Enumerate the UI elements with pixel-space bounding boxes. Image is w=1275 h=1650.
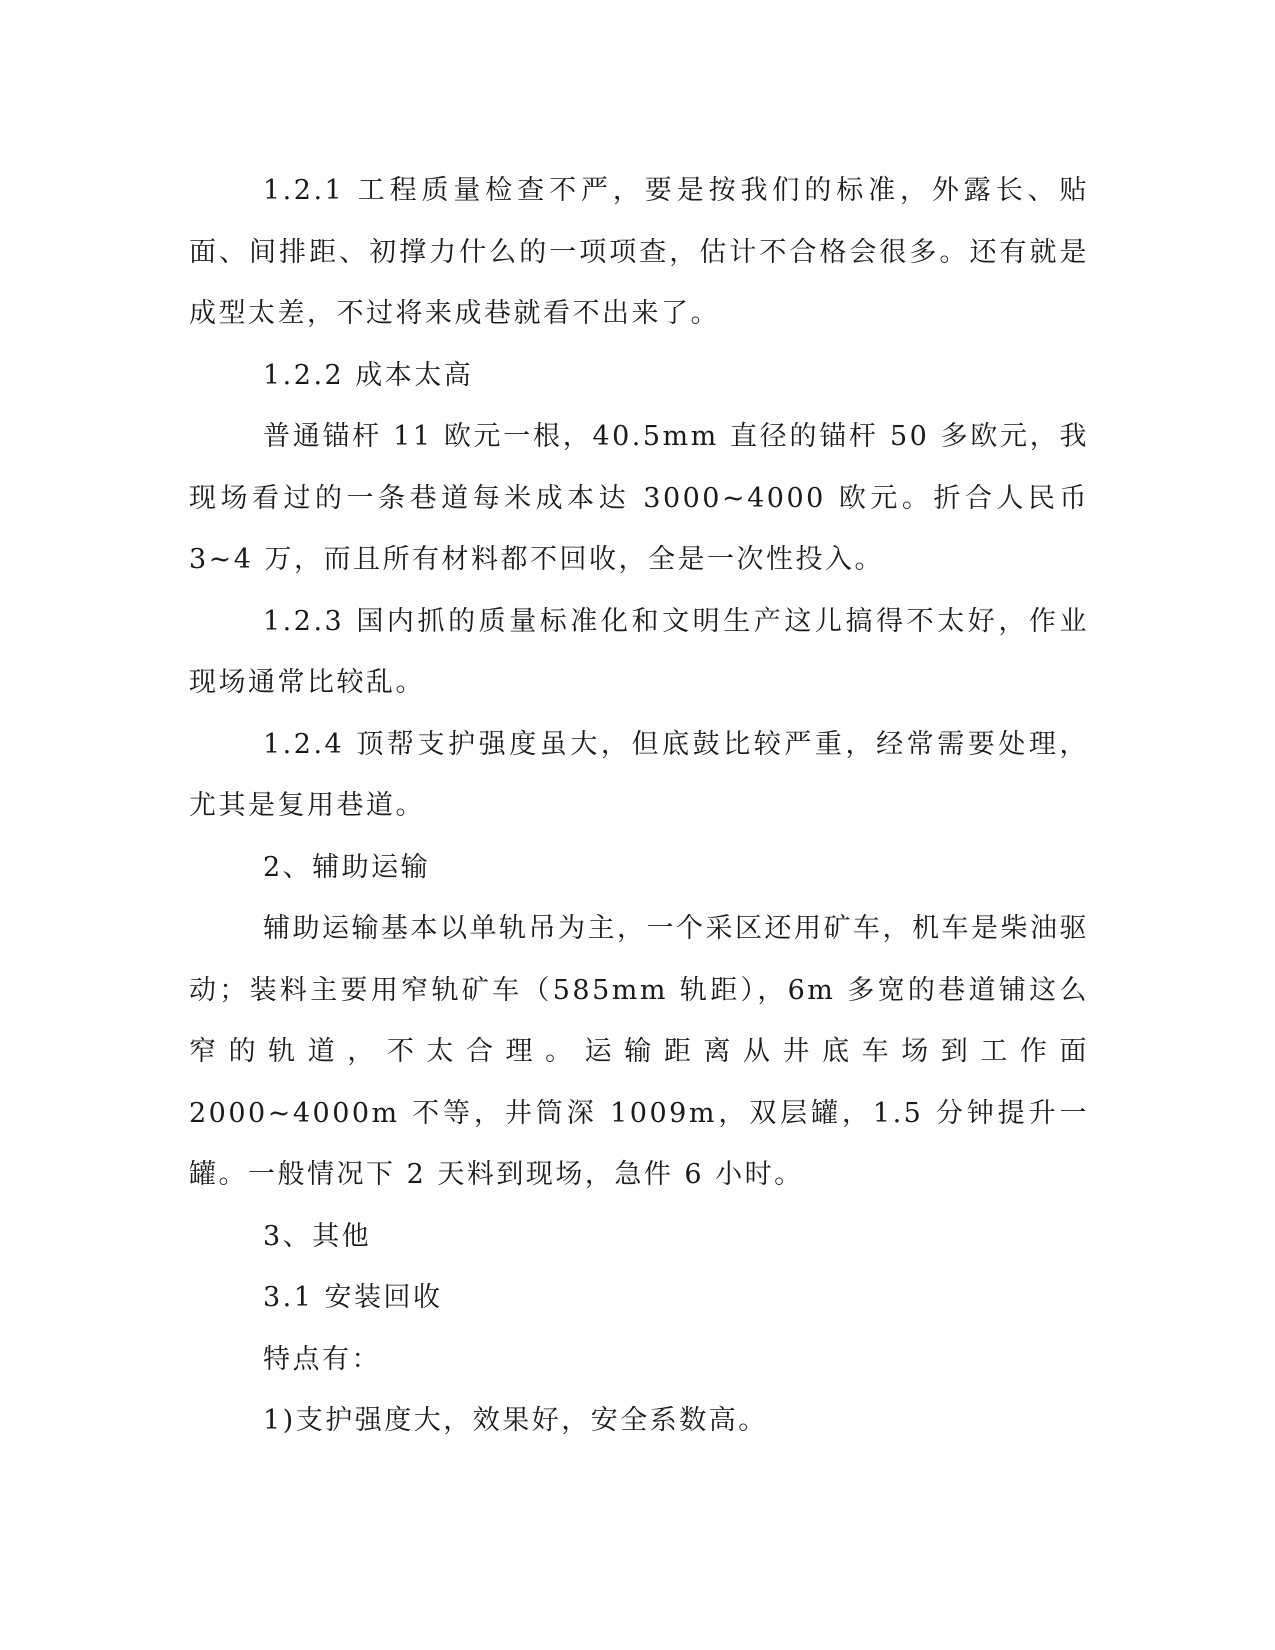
paragraph-cost: 普通锚杆 11 欧元一根，40.5mm 直径的锚杆 50 多欧元，我现场看过的一条巷道每米成本达 3000~4000 欧元。折合人民币 3~4 万，而且所有材料都不回收，全是一次性投入。 <box>189 421 1089 575</box>
document-body <box>189 160 1089 1452</box>
heading-section-3: 3、其他 <box>263 1220 372 1252</box>
heading-section-2: 2、辅助运输 <box>263 851 431 883</box>
list-item-1: 1)支护强度大，效果好，安全系数高。 <box>263 1405 768 1436</box>
paragraph-transport: 辅助运输基本以单轨吊为主，一个采区还用矿车，机车是柴油驱动；装料主要用窄轨矿车（585mm 轨距），6m 多宽的巷道铺这么窄的轨道，不太合理。运输距离从井底车场到工作面 2000~4000m 不等，井筒深 1009m，双层罐，1.5 分钟提升一罐。一般情况下 2 天料到现场，急件 6 小时。 <box>189 913 1089 1190</box>
paragraph-1-2-3: 1.2.3 国内抓的质量标准化和文明生产这儿搞得不太好，作业现场通常比较乱。 <box>189 605 1089 698</box>
heading-1-2-2: 1.2.2 成本太高 <box>263 359 474 391</box>
heading-3-1: 3.1 安装回收 <box>263 1282 443 1313</box>
paragraph-features-intro: 特点有： <box>263 1343 381 1375</box>
paragraph-1-2-4: 1.2.4 顶帮支护强度虽大，但底鼓比较严重，经常需要处理，尤其是复用巷道。 <box>189 728 1089 821</box>
paragraph-1-2-1: 1.2.1 工程质量检查不严，要是按我们的标准，外露长、贴面、间排距、初撑力什么的一项项查，估计不合格会很多。还有就是成型太差，不过将来成巷就看不出来了。 <box>189 175 1089 329</box>
